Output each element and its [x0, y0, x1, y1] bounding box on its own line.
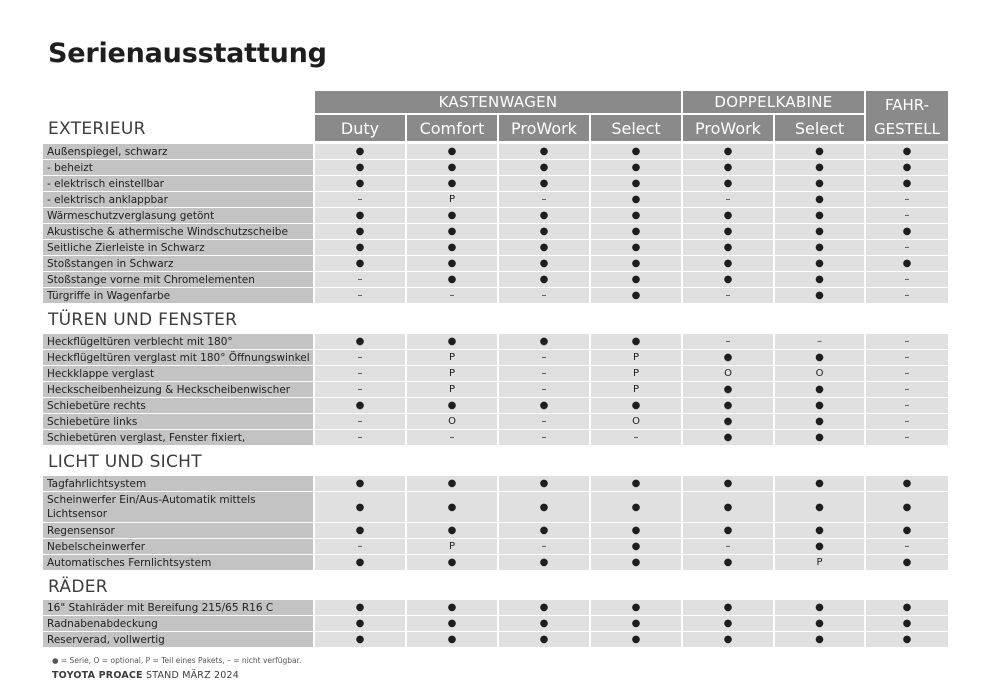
table-cell: ● — [775, 539, 864, 554]
row-label: Heckklappe verglast — [43, 366, 313, 381]
table-cell: ● — [591, 600, 681, 615]
table-cell: ● — [315, 600, 405, 615]
table-cell: – — [866, 208, 948, 223]
table-cell: – — [683, 334, 773, 349]
row-label: Heckflügeltüren verglast mit 180° Öffnungswinkel — [43, 350, 313, 365]
table-cell: P — [407, 192, 497, 207]
table-cell: ● — [775, 144, 864, 159]
table-cell: ● — [775, 224, 864, 239]
table-cell: ● — [866, 176, 948, 191]
table-cell: ● — [591, 224, 681, 239]
table-cell: ● — [499, 398, 589, 413]
column-header-select-kasten: Select — [591, 115, 681, 141]
table-cell: ● — [591, 555, 681, 570]
row-label: Türgriffe in Wagenfarbe — [43, 288, 313, 303]
table-cell: O — [591, 414, 681, 429]
table-cell: – — [866, 240, 948, 255]
row-label: Radnabenabdeckung — [43, 616, 313, 631]
table-cell: ● — [407, 176, 497, 191]
table-cell: ● — [866, 523, 948, 538]
table-cell: P — [591, 382, 681, 397]
table-cell: ● — [499, 240, 589, 255]
table-cell: ● — [499, 256, 589, 271]
row-label: Automatisches Fernlichtsystem — [43, 555, 313, 570]
table-cell: ● — [499, 176, 589, 191]
row-label: Akustische & athermische Windschutzscheibe — [43, 224, 313, 239]
group-header-doppelkabine: DOPPELKABINE — [683, 91, 864, 113]
table-cell: ● — [315, 144, 405, 159]
table-cell: ● — [591, 539, 681, 554]
table-cell: – — [315, 288, 405, 303]
table-cell: P — [407, 382, 497, 397]
table-cell: – — [866, 288, 948, 303]
table-cell: ● — [591, 272, 681, 287]
table-cell: ● — [499, 492, 589, 522]
table-cell: ● — [683, 414, 773, 429]
table-cell: – — [683, 192, 773, 207]
table-cell: ● — [315, 523, 405, 538]
table-cell: ● — [499, 523, 589, 538]
table-cell: ● — [591, 256, 681, 271]
table-cell: ● — [866, 144, 948, 159]
table-cell: ● — [591, 240, 681, 255]
table-cell: ● — [683, 600, 773, 615]
table-cell: ● — [775, 350, 864, 365]
table-cell: – — [315, 192, 405, 207]
table-cell: ● — [775, 256, 864, 271]
table-cell: ● — [866, 492, 948, 522]
table-cell: ● — [315, 616, 405, 631]
footer-brand: TOYOTA PROACE — [52, 670, 143, 681]
table-cell: ● — [683, 523, 773, 538]
table-cell: – — [315, 366, 405, 381]
table-cell: ● — [591, 176, 681, 191]
table-cell: ● — [591, 192, 681, 207]
table-cell: – — [499, 430, 589, 445]
table-cell: – — [683, 288, 773, 303]
table-cell: ● — [407, 600, 497, 615]
table-cell: – — [499, 192, 589, 207]
table-cell: ● — [591, 144, 681, 159]
table-cell: ● — [407, 208, 497, 223]
row-label: Heckscheibenheizung & Heckscheibenwischer — [43, 382, 313, 397]
table-cell: – — [866, 350, 948, 365]
table-cell: ● — [683, 350, 773, 365]
group-header-kastenwagen: KASTENWAGEN — [315, 91, 681, 113]
table-cell: – — [499, 366, 589, 381]
table-cell: ● — [407, 256, 497, 271]
table-cell: P — [591, 366, 681, 381]
table-cell: ● — [683, 476, 773, 491]
section-title-rader: RÄDER — [48, 577, 108, 597]
table-cell: ● — [866, 600, 948, 615]
table-cell: P — [407, 350, 497, 365]
table-cell: ● — [591, 288, 681, 303]
page-title: Serienausstattung — [48, 38, 327, 69]
table-cell: – — [866, 382, 948, 397]
table-cell: P — [407, 539, 497, 554]
table-cell: – — [499, 539, 589, 554]
table-cell: ● — [499, 272, 589, 287]
table-cell: ● — [775, 208, 864, 223]
table-cell: ● — [407, 160, 497, 175]
table-cell: O — [683, 366, 773, 381]
table-cell: ● — [315, 160, 405, 175]
row-label: Nebelscheinwerfer — [43, 539, 313, 554]
table-cell: ● — [591, 523, 681, 538]
table-cell: ● — [499, 632, 589, 647]
table-cell: – — [315, 272, 405, 287]
table-cell: ● — [591, 476, 681, 491]
column-header-duty: Duty — [315, 115, 405, 141]
row-label: Seitliche Zierleiste in Schwarz — [43, 240, 313, 255]
table-cell: ● — [775, 600, 864, 615]
table-cell: ● — [591, 398, 681, 413]
table-cell: ● — [407, 476, 497, 491]
table-cell: ● — [315, 256, 405, 271]
table-cell: ● — [315, 224, 405, 239]
row-label: Heckflügeltüren verblecht mit 180° — [43, 334, 313, 349]
table-cell: ● — [591, 616, 681, 631]
table-cell: – — [866, 414, 948, 429]
table-cell: ● — [683, 160, 773, 175]
table-cell: ● — [407, 398, 497, 413]
table-cell: ● — [407, 334, 497, 349]
row-label: Scheinwerfer Ein/Aus-Automatik mittels Lichtsensor — [43, 492, 313, 522]
group-header-fahrgestell — [866, 91, 948, 141]
row-label: - beheizt — [43, 160, 313, 175]
table-cell: ● — [683, 144, 773, 159]
table-cell: ● — [775, 192, 864, 207]
table-cell: P — [775, 555, 864, 570]
table-cell: ● — [407, 616, 497, 631]
table-cell: ● — [683, 616, 773, 631]
table-cell: ● — [775, 430, 864, 445]
table-cell: ● — [775, 176, 864, 191]
table-cell: – — [866, 398, 948, 413]
row-label: Tagfahrlichtsystem — [43, 476, 313, 491]
table-cell: ● — [407, 144, 497, 159]
table-cell: ● — [683, 382, 773, 397]
table-cell: ● — [775, 523, 864, 538]
table-cell: – — [315, 350, 405, 365]
table-cell: ● — [499, 600, 589, 615]
table-cell: – — [866, 192, 948, 207]
row-label: Reserverad, vollwertig — [43, 632, 313, 647]
table-cell: ● — [683, 208, 773, 223]
table-cell: – — [499, 382, 589, 397]
table-cell: ● — [683, 430, 773, 445]
table-cell: ● — [591, 632, 681, 647]
table-cell: ● — [866, 555, 948, 570]
table-cell: ● — [775, 160, 864, 175]
section-title-turen-und-fenster: TÜREN UND FENSTER — [48, 310, 238, 330]
table-cell: – — [407, 430, 497, 445]
row-label: Schiebetüre rechts — [43, 398, 313, 413]
table-cell: – — [683, 539, 773, 554]
table-cell: ● — [683, 256, 773, 271]
table-cell: ● — [499, 555, 589, 570]
table-cell: ● — [315, 176, 405, 191]
table-cell: ● — [775, 476, 864, 491]
row-label: Stoßstangen in Schwarz — [43, 256, 313, 271]
table-cell: ● — [775, 240, 864, 255]
table-cell: ● — [775, 398, 864, 413]
table-cell: ● — [683, 224, 773, 239]
table-cell: ● — [683, 492, 773, 522]
table-cell: ● — [499, 160, 589, 175]
table-cell: ● — [499, 334, 589, 349]
table-cell: ● — [499, 224, 589, 239]
table-cell: ● — [866, 256, 948, 271]
section-title-exterieur: EXTERIEUR — [48, 119, 146, 139]
table-cell: – — [866, 430, 948, 445]
row-label: Wärmeschutzverglasung getönt — [43, 208, 313, 223]
footer — [52, 670, 239, 681]
table-cell: O — [407, 414, 497, 429]
row-label: Außenspiegel, schwarz — [43, 144, 313, 159]
column-header-prowork-doppel: ProWork — [683, 115, 773, 141]
table-cell: O — [775, 366, 864, 381]
table-cell: – — [499, 288, 589, 303]
table-cell: ● — [866, 224, 948, 239]
row-label: - elektrisch anklappbar — [43, 192, 313, 207]
table-cell: ● — [866, 476, 948, 491]
table-cell: ● — [407, 272, 497, 287]
table-cell: ● — [591, 334, 681, 349]
fahrgestell-line2: GESTELL — [874, 120, 940, 138]
legend: ● = Serie, O = optional, P = Teil eines Pakets, – = nicht verfügbar. — [52, 656, 302, 665]
row-label: Stoßstange vorne mit Chromelementen — [43, 272, 313, 287]
table-cell: ● — [407, 224, 497, 239]
table-cell: – — [775, 334, 864, 349]
column-header-select-doppel: Select — [775, 115, 864, 141]
table-cell: ● — [591, 208, 681, 223]
table-cell: ● — [407, 492, 497, 522]
table-cell: P — [407, 366, 497, 381]
row-label: 16" Stahlräder mit Bereifung 215/65 R16 C — [43, 600, 313, 615]
table-cell: ● — [315, 208, 405, 223]
table-cell: – — [866, 272, 948, 287]
table-cell: – — [499, 414, 589, 429]
table-cell: ● — [591, 160, 681, 175]
table-cell: ● — [775, 382, 864, 397]
table-cell: ● — [683, 632, 773, 647]
table-cell: ● — [315, 632, 405, 647]
table-cell: ● — [315, 334, 405, 349]
section-title-licht-und-sicht: LICHT UND SICHT — [48, 452, 202, 472]
table-cell: ● — [866, 616, 948, 631]
table-cell: ● — [775, 272, 864, 287]
table-cell: ● — [407, 240, 497, 255]
table-cell: – — [315, 430, 405, 445]
table-cell: – — [866, 539, 948, 554]
table-cell: ● — [407, 555, 497, 570]
table-cell: P — [591, 350, 681, 365]
row-label: - elektrisch einstellbar — [43, 176, 313, 191]
table-cell: – — [407, 288, 497, 303]
table-cell: ● — [499, 616, 589, 631]
table-cell: – — [591, 430, 681, 445]
footer-text: STAND MÄRZ 2024 — [142, 670, 240, 681]
table-cell: ● — [683, 272, 773, 287]
table-cell: ● — [775, 616, 864, 631]
table-cell: ● — [683, 555, 773, 570]
table-cell: ● — [499, 476, 589, 491]
table-cell: ● — [315, 555, 405, 570]
table-cell: ● — [775, 632, 864, 647]
row-label: Regensensor — [43, 523, 313, 538]
table-cell: ● — [775, 492, 864, 522]
table-cell: ● — [683, 398, 773, 413]
table-cell: ● — [683, 240, 773, 255]
table-cell: ● — [407, 523, 497, 538]
table-cell: ● — [315, 240, 405, 255]
table-cell: – — [315, 382, 405, 397]
row-label: Schiebetüre links — [43, 414, 313, 429]
table-cell: ● — [499, 144, 589, 159]
table-cell: ● — [775, 414, 864, 429]
table-cell: ● — [775, 288, 864, 303]
table-cell: ● — [866, 632, 948, 647]
table-cell: ● — [315, 476, 405, 491]
table-cell: – — [866, 334, 948, 349]
table-cell: – — [315, 539, 405, 554]
table-cell: – — [315, 414, 405, 429]
table-cell: ● — [591, 492, 681, 522]
table-cell: ● — [499, 208, 589, 223]
table-cell: ● — [315, 492, 405, 522]
fahrgestell-line1: FAHR- — [884, 96, 930, 114]
table-cell: – — [499, 350, 589, 365]
table-cell: ● — [866, 160, 948, 175]
table-cell: ● — [315, 398, 405, 413]
table-cell: ● — [683, 176, 773, 191]
table-cell: ● — [407, 632, 497, 647]
column-header-prowork-kasten: ProWork — [499, 115, 589, 141]
column-header-comfort: Comfort — [407, 115, 497, 141]
table-cell: – — [866, 366, 948, 381]
row-label: Schiebetüren verglast, Fenster fixiert, — [43, 430, 313, 445]
